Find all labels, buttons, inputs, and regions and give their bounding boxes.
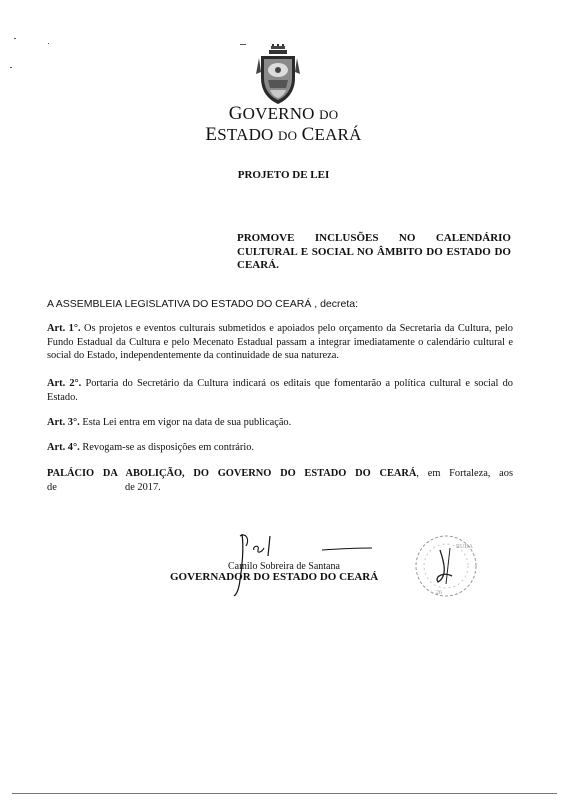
article-label: Art. 4°. (47, 442, 80, 453)
article-2 (47, 377, 513, 404)
ceara-cap-c: C (301, 124, 315, 145)
article-text: Esta Lei entra em vigor na data de sua publicação. (82, 417, 292, 428)
closing-de-2: de 2017. (125, 481, 161, 493)
article-label: Art. 1°. (47, 323, 81, 334)
estado-do: DO (277, 128, 298, 143)
article-3 (47, 416, 513, 430)
estado-rest: STADO (217, 125, 274, 144)
signatory-name: Camilo Sobreira de Santana (228, 561, 340, 572)
enacting-clause: A ASSEMBLEIA LEGISLATIVA DO ESTADO DO CEARÁ , decreta: (47, 298, 359, 310)
estado-cap-e: E (205, 124, 218, 145)
gov-rest: OVERNO (242, 104, 315, 123)
document-type-title: PROJETO DE LEI (237, 169, 330, 181)
state-coat-of-arms-icon (255, 44, 301, 108)
ementa (237, 232, 511, 273)
closing-de-1: de (47, 481, 57, 493)
article-text: Portaria do Secretário da Cultura indicará os editais que fomentarão a política cultural e social do Estado. (47, 378, 513, 403)
ementa-rest: CULTURAL E SOCIAL NO ÂMBITO DO ESTADO DO CEARÁ. (237, 245, 511, 271)
article-label: Art. 3°. (47, 417, 80, 428)
footer-divider (12, 793, 557, 794)
official-seal-stamp (410, 532, 482, 602)
ceara-rest: EARÁ (314, 125, 362, 144)
gov-cap-g: G (228, 103, 243, 124)
closing-bold: PALÁCIO DA ABOLIÇÃO, DO GOVERNO DO ESTADO DO CEARÁ (47, 468, 417, 479)
signatory-role: GOVERNADOR DO ESTADO DO CEARÁ (170, 571, 379, 583)
gov-do: DO (319, 107, 339, 122)
article-text: Revogam-se as disposições em contrário. (82, 442, 255, 453)
government-header (0, 104, 567, 146)
svg-text:RUDA: RUDA (456, 544, 474, 550)
article-text: Os projetos e eventos culturais submetidos e apoiados pelo orçamento da Secretaria da Cultura, pelo Fundo Estadual da Cultura e pelo Mecenato Estadual passam a integrar imediatamente o calendário cultural e social do Estado, independentemente da continuidade de sua natureza. (47, 323, 513, 361)
closing-statement (47, 467, 513, 494)
closing-rest: , em Fortaleza, aos (416, 468, 513, 479)
svg-text:26: 26 (436, 590, 442, 596)
article-4 (47, 441, 513, 455)
article-1 (47, 322, 513, 363)
ementa-line-1: PROMOVE INCLUSÕES NO CALENDÁRIO (237, 232, 511, 244)
article-label: Art. 2°. (47, 378, 82, 389)
